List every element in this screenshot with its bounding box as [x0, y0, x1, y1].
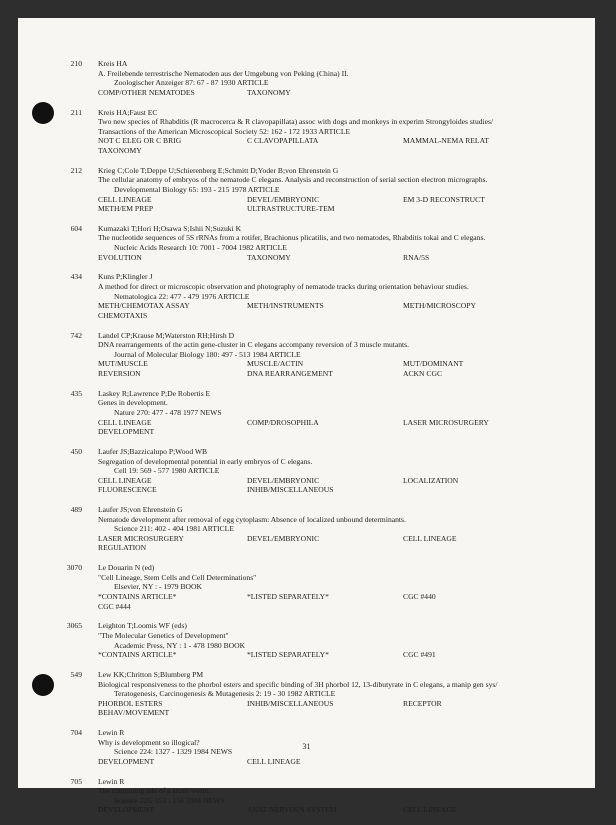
bibliography-entry — [66, 670, 586, 718]
entry-keyword: RNA/5S — [403, 252, 430, 262]
entry-title: Why is development so illogical? — [98, 737, 200, 747]
entry-title: The nucleotide sequences of 5S rRNAs from a rotifer, Brachionus plicatilis, and two nematodes, Rhabditis tokai and C elegans. — [98, 233, 486, 243]
keyword-row — [98, 146, 586, 156]
entry-keyword: ULTRASTRUCTURE-TEM — [247, 204, 335, 214]
bibliography-entry — [66, 224, 586, 262]
entry-keyword: RECEPTOR — [403, 698, 442, 708]
entry-keyword: METH/CHEMOTAX ASSAY — [98, 301, 190, 311]
entry-keyword: TAXONOMY — [247, 252, 291, 262]
entry-keyword: LASER MICROSURGERY — [98, 533, 184, 543]
entry-title: A method for direct or microscopic observation and photography of nematode tracks during orientation behaviour studies. — [98, 282, 469, 292]
entry-keyword: CGC #440 — [403, 592, 436, 601]
entry-source: Zoologischer Anzeiger 87: 67 - 87 1930 ARTICLE — [114, 78, 269, 88]
entry-keyword: *CONTAINS ARTICLE* — [98, 592, 177, 601]
keyword-row — [98, 708, 586, 718]
entry-authors: Le Douarin N (ed) — [98, 563, 155, 573]
entry-number: 211 — [70, 107, 82, 117]
entry-keyword: METH/INSTRUMENTS — [247, 301, 324, 311]
entry-keyword: INHIB/MISCELLANEOUS — [247, 485, 334, 495]
entry-title: A. Freilebende terrestrische Nematoden aus der Umgebung von Peking (China) II. — [98, 68, 349, 78]
keyword-row — [98, 359, 586, 369]
entry-source: Science 225: 153 - 156 1984 NEWS — [114, 795, 225, 805]
entry-authors: Kumazaki T;Hori H;Osawa S;Ishii N;Suzuki K — [98, 223, 242, 233]
bibliography-entry — [66, 108, 586, 156]
entry-number: 489 — [70, 505, 82, 515]
keyword-row — [98, 369, 586, 379]
document-page — [18, 18, 595, 815]
page-number: 31 — [302, 742, 311, 751]
keyword-row — [98, 757, 586, 767]
bibliography-entry — [66, 621, 586, 659]
keyword-row — [98, 301, 586, 311]
bibliography-entry — [66, 777, 586, 815]
entry-keyword: FLUORESCENCE — [98, 485, 157, 495]
keyword-row — [98, 476, 586, 486]
entry-source: Transactions of the American Microscopical Society 52: 162 - 172 1933 ARTICLE — [98, 126, 351, 136]
entry-title: "Cell Lineage, Stem Cells and Cell Determinations" — [98, 572, 257, 582]
entry-number: 3065 — [66, 621, 82, 631]
entry-authors: Lewin R — [98, 776, 125, 786]
entry-keyword: METH/MICROSCOPY — [403, 301, 476, 311]
keyword-row — [98, 485, 586, 495]
entry-keyword: *CONTAINS ARTICLE* — [98, 650, 177, 660]
entry-source: Journal of Molecular Biology 180: 497 - 513 1984 ARTICLE — [114, 349, 301, 359]
entry-keyword: *LISTED SEPARATELY* — [247, 592, 329, 601]
binder-hole — [32, 674, 54, 696]
entry-number: 210 — [70, 59, 82, 68]
entry-authors: Laufer JS;Bazzicalupo P;Wood WB — [98, 446, 208, 456]
entry-authors: Laskey R;Lawrence P;De Robertis E — [98, 388, 211, 398]
entry-number: 450 — [70, 446, 82, 456]
keyword-row — [98, 602, 586, 612]
entry-keyword: ACKN CGC — [403, 368, 443, 378]
entry-keyword: DEVELOPMENT — [98, 756, 155, 766]
entry-title: Nematode development after removal of egg cytoplasm: Absence of localized unbound determinants. — [98, 514, 406, 524]
entry-keyword: METH/EM PREP — [98, 204, 154, 214]
entry-authors: Lewin R — [98, 728, 125, 738]
entry-keyword: CELL LINEAGE — [403, 533, 457, 543]
entry-authors: Kuns P;Klingler J — [98, 272, 153, 282]
entry-title: Genes in development. — [98, 398, 168, 408]
entry-number: 604 — [70, 223, 82, 233]
bibliography-entry — [66, 331, 586, 379]
entry-keyword: REGULATION — [98, 543, 147, 553]
entry-source: Nematologica 22: 477 - 479 1976 ARTICLE — [114, 291, 250, 301]
entry-source: Teratogenesis, Carcinogenesis & Mutagenesis 2: 19 - 30 1982 ARTICLE — [114, 689, 336, 699]
entry-keyword: MUSCLE/ACTIN — [247, 359, 304, 369]
entry-keyword: *LISTED SEPARATELY* — [247, 650, 329, 660]
bibliography-list — [66, 59, 586, 825]
entry-source: Science 211: 402 - 404 1981 ARTICLE — [114, 524, 234, 534]
entry-keyword: C CLAVOPAPILLATA — [247, 136, 319, 146]
entry-keyword: CELL LINEAGE — [98, 194, 152, 204]
keyword-row — [98, 650, 586, 660]
keyword-row — [98, 699, 586, 709]
entry-source: Science 224: 1327 - 1329 1984 NEWS — [114, 747, 233, 757]
bibliography-entry — [66, 59, 586, 97]
entry-source: Developmental Biology 65: 193 - 215 1978 ARTICLE — [114, 184, 280, 194]
entry-authors: Kreis HA;Faust EC — [98, 107, 158, 117]
bibliography-entry — [66, 166, 586, 214]
keyword-row — [98, 534, 586, 544]
entry-title: The continuing tale of a small worm. — [98, 786, 211, 796]
entry-title: Biological responsiveness to the phorbol esters and specific binding of 3H phorbol 12, 13-dibutyrate in C elegans, a manip gen sys/ — [98, 679, 498, 689]
keyword-row — [98, 427, 586, 437]
entry-keyword: BEHAV/MOVEMENT — [98, 708, 170, 718]
entry-number: 435 — [70, 388, 82, 398]
entry-keyword: MUT/DOMINANT — [403, 359, 464, 369]
entry-keyword: CELL LINEAGE — [403, 805, 457, 815]
entry-keyword: EM 3-D RECONSTRUCT — [403, 194, 485, 204]
entry-authors: Krieg C;Cole T;Deppe U;Schierenberg E;Schmitt D;Yoder B;von Ehrenstein G — [98, 165, 339, 175]
entry-authors: Laufer JS;von Ehrenstein G — [98, 505, 183, 515]
entry-keyword: EVOLUTION — [98, 252, 142, 262]
entry-title: Segregation of developmental potential in early embryos of C elegans. — [98, 456, 313, 466]
binder-hole — [32, 102, 54, 124]
keyword-row — [98, 805, 586, 815]
entry-keyword: CELL LINEAGE — [98, 475, 152, 485]
entry-keyword: DEVELOPMENT — [98, 805, 155, 815]
entry-source: Nucleic Acids Research 10: 7001 - 7004 1982 ARTICLE — [114, 243, 287, 253]
entry-number: 705 — [70, 776, 82, 786]
keyword-row — [98, 311, 586, 321]
entry-source: Nature 270: 477 - 478 1977 NEWS — [114, 407, 222, 417]
entry-keyword: MUT/MUSCLE — [98, 359, 148, 369]
entry-title: Two new species of Rhabditis (R macrocerca & R clavopapillata) assoc with dogs and monkeys in experim Strongyloides studies/ — [98, 117, 494, 127]
entry-authors: Kreis HA — [98, 59, 128, 68]
bibliography-entry — [66, 505, 586, 553]
entry-number: 549 — [70, 669, 82, 679]
bibliography-entry — [66, 447, 586, 495]
bibliography-entry — [66, 389, 586, 437]
entry-authors: Landel CP;Krause M;Waterston RH;Hirsh D — [98, 330, 235, 340]
entry-number: 742 — [70, 330, 82, 340]
entry-number: 3070 — [66, 563, 82, 573]
entry-source: Cell 19: 569 - 577 1980 ARTICLE — [114, 466, 220, 476]
entry-title: The cellular anatomy of embryos of the nematode C elegans. Analysis and reconstruction of serial section electron micrographs. — [98, 175, 488, 185]
entry-keyword: CGC #444 — [98, 601, 131, 611]
entry-keyword: ANAT/NERVOUS SYSTEM — [247, 805, 337, 815]
entry-keyword: REVERSION — [98, 368, 141, 378]
entry-keyword: DEVEL/EMBRYONIC — [247, 475, 320, 485]
keyword-row — [98, 195, 586, 205]
entry-keyword: LASER MICROSURGERY — [403, 417, 489, 427]
keyword-row — [98, 136, 586, 146]
entry-keyword: MAMMAL-NEMA RELAT — [403, 136, 489, 146]
entry-number: 434 — [70, 272, 82, 282]
entry-keyword: TAXONOMY — [247, 87, 291, 97]
entry-title: DNA rearrangements of the actin gene-cluster in C elegans accompany reversion of 3 muscle mutants. — [98, 340, 410, 350]
bibliography-entry — [66, 272, 586, 320]
keyword-row — [98, 204, 586, 214]
entry-keyword: COMP/OTHER NEMATODES — [98, 87, 195, 97]
entry-keyword: CGC #491 — [403, 650, 436, 660]
entry-keyword: CELL LINEAGE — [247, 756, 301, 766]
entry-authors: Leighton T;Loomis WF (eds) — [98, 621, 187, 631]
entry-number: 704 — [70, 728, 82, 738]
entry-keyword: COMP/DROSOPHILA — [247, 417, 319, 427]
entry-source: Academic Press, NY : 1 - 478 1980 BOOK — [114, 640, 246, 650]
entry-keyword: DEVEL/EMBRYONIC — [247, 533, 320, 543]
entry-keyword: CHEMOTAXIS — [98, 310, 148, 320]
entry-keyword: INHIB/MISCELLANEOUS — [247, 698, 334, 708]
entry-keyword: CELL LINEAGE — [98, 417, 152, 427]
entry-number: 212 — [70, 165, 82, 175]
keyword-row — [98, 253, 586, 263]
keyword-row — [98, 592, 586, 602]
entry-keyword: TAXONOMY — [98, 145, 142, 155]
keyword-row — [98, 418, 586, 428]
keyword-row — [98, 88, 586, 98]
entry-authors: Lew KK;Chritton S;Blumberg PM — [98, 669, 204, 679]
entry-keyword: LOCALIZATION — [403, 475, 459, 485]
keyword-row — [98, 543, 586, 553]
entry-keyword: DNA REARRANGEMENT — [247, 368, 333, 378]
entry-keyword: DEVEL/EMBRYONIC — [247, 194, 320, 204]
entry-keyword: NOT C ELEG OR C BRIG — [98, 136, 182, 146]
entry-keyword: PHORBOL ESTERS — [98, 698, 163, 708]
entry-source: Elsevier, NY : - 1979 BOOK — [114, 582, 202, 592]
entry-keyword: DEVELOPMENT — [98, 427, 155, 437]
entry-title: "The Molecular Genetics of Development" — [98, 630, 229, 640]
bibliography-entry — [66, 563, 586, 611]
